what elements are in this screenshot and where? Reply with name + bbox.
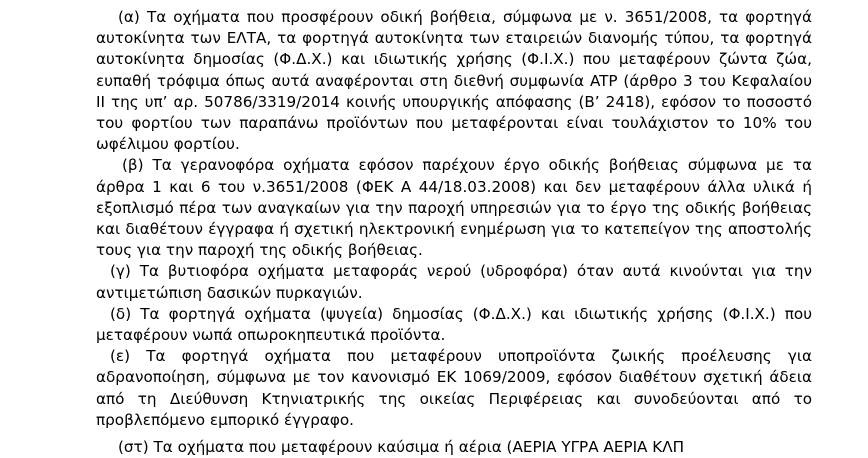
paragraph-st-cut-off: (στ) Τα οχήματα που μεταφέρουν καύσιμα ή αέρια (ΑΕΡΙΑ ΥΓΡΑ ΑΕΡΙΑ ΚΛΠ <box>118 438 685 456</box>
document-body <box>96 7 812 431</box>
paragraph-e: (ε) Τα φορτηγά οχήματα που μεταφέρουν υποπροϊόντα ζωικής προέλευσης για αδρανοποίηση, σύμφωνα με τον κανονισμό ΕΚ 1069/2009, εφόσον διαθέτουν σχετική άδεια από τη Διεύθυνση Κτηνιατρικής της οικείας Περιφέρειας και συνοδεύονται από το προβλεπόμενο εμπορικό έγγραφο. <box>96 347 812 429</box>
paragraph-b: (β) Τα γερανοφόρα οχήματα εφόσον παρέχουν έργο οδικής βοήθειας σύμφωνα με τα άρθρα 1 και 6 του ν.3651/2008 (ΦΕΚ Α 44/18.03.2008) και δεν μεταφέρουν άλλα υλικά ή εξοπλισμό πέρα των αναγκαίων για την παροχή υπηρεσιών για το έργο της οδικής βοήθειας και διαθέτουν έγγραφα ή σχετική ηλεκτρονική ενημέρωση για το κατεπείγον της αποστολής τους για την παροχή της οδικής βοήθειας. <box>96 156 812 260</box>
paragraph-a: (α) Τα οχήματα που προσφέρουν οδική βοήθεια, σύμφωνα με ν. 3651/2008, τα φορτηγά αυτοκίνητα των ΕΛΤΑ, τα φορτηγά αυτοκίνητα των εταιρειών διανομής τύπου, τα φορτηγά αυτοκίνητα δημοσίας (Φ.Δ.Χ.) και ιδιωτικής χρήσης (Φ.Ι.Χ.) που μεταφέρουν ζώντα ζώα, ευπαθή τρόφιμα όπως αυτά αναφέρονται στη διεθνή συμφωνία ATP (άρθρο 3 του Κεφαλαίου ΙΙ της υπ’ αρ. 50786/3319/2014 κοινής υπουργικής απόφασης (Β’ 2418), εφόσον το ποσοστό του φορτίου των παραπάνω προϊόντων που μεταφέρονται είναι τουλάχιστον το 10% του ωφέλιμου φορτίου. <box>96 8 812 154</box>
paragraph-c: (γ) Τα βυτιοφόρα οχήματα μεταφοράς νερού (υδροφόρα) όταν αυτά κινούνται για την αντιμετώπιση δασικών πυρκαγιών. <box>96 262 812 302</box>
paragraph-d: (δ) Τα φορτηγά οχήματα (ψυγεία) δημοσίας (Φ.Δ.Χ.) και ιδιωτικής χρήσης (Φ.Ι.Χ.) που μεταφέρουν νωπά οπωροκηπευτικά προϊόντα. <box>96 304 812 345</box>
